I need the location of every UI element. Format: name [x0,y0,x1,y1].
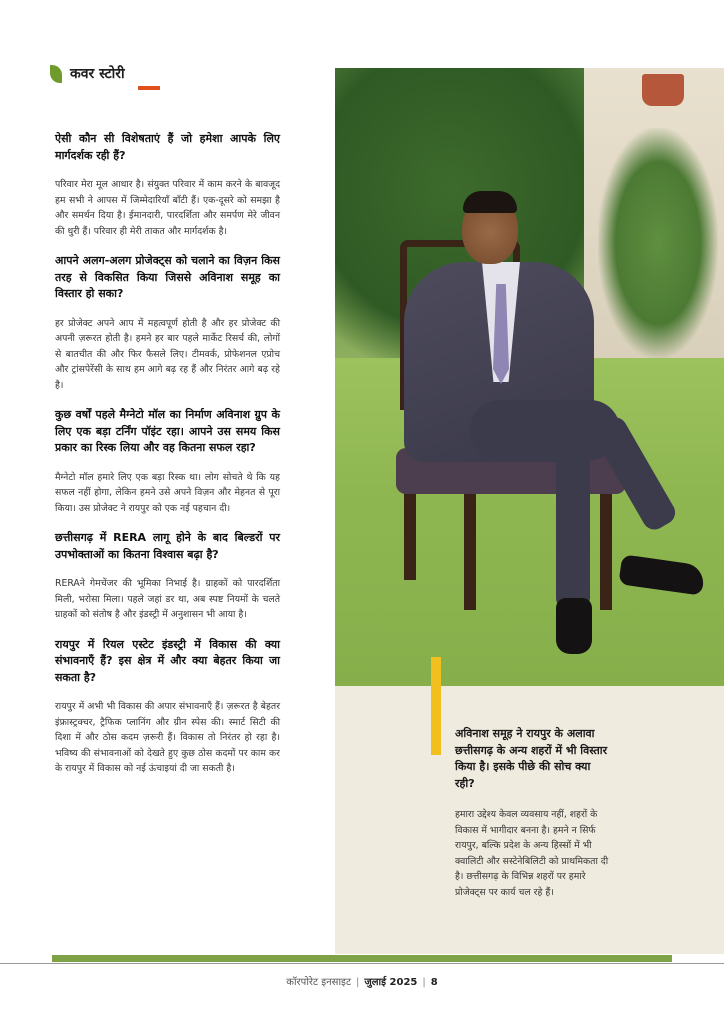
issue-date: जुलाई 2025 [364,977,418,988]
footer-rule-green [52,955,672,962]
footer-rule [0,963,724,964]
answer: हर प्रोजेक्ट अपने आप में महत्वपूर्ण होती है और हर प्रोजेक्ट की अपनी ज़रूरत होती है। हमने हर बार पहले मार्केट रिसर्च की, लोगों से बातचीत की और फिर फैसले लिए। टीमवर्क, प्रोफेशनल एप्रोच और ट्रांसपेरेंसी के साथ हम आगे बढ़ रह हैं और निरंतर आगे बढ़ रहे है। [55,317,280,391]
footer [0,974,724,988]
background-tree [598,128,718,358]
caption-question: अविनाश समूह ने रायपुर के अलावा छत्तीसगढ़ के अन्य शहरों में भी विस्तार किया है। इसके पीछे की सोच क्या रही? [455,727,608,790]
footer-separator: | [422,977,426,988]
question: ऐसी कौन सी विशेषताएं हैं जो हमेशा आपके लिए मार्गदर्शक रही हैं? [55,132,280,162]
qa-block [55,407,280,516]
qa-block [55,131,280,239]
answer: परिवार मेरा मूल आधार है। संयुक्त परिवार में काम करने के बावजूद हम सभी ने आपस में जिम्मेदारियाँ बाँटी हैं। एक-दूसरे को समझा है और समर्थन दिया है। ईमानदारी, पारदर्शिता और समर्पण मेरे जीवन की धुरी हैं। परिवार ही मेरी ताकत और मार्गदर्शक है। [55,179,280,237]
answer: मैग्नेटो मॉल हमारे लिए एक बड़ा रिस्क था। लोग सोचते थे कि यह सफल नहीं होगा, लेकिन हमने उसे अपने विज़न और मेहनत से पूरा किया। उस प्रोजेक्ट ने रायपुर को एक नई पहचान दी। [55,471,280,514]
person-hair [463,191,517,213]
section-tag [50,64,125,83]
page-number: 8 [430,977,438,988]
section-underline [138,86,160,90]
qa-block [55,530,280,623]
question: छत्तीसगढ़ में RERA लागू होने के बाद बिल्डरों पर उपभोक्ताओं का कितना विश्वास बढ़ा है? [55,531,280,561]
publication-name: कॉरपोरेट इनसाइट [286,977,351,988]
caption-accent-bar [431,657,441,755]
caption-answer: हमारा उद्देश्य केवल व्यवसाय नहीं, शहरों के विकास में भागीदार बनना है। हमने न सिर्फ रायपुर, बल्कि प्रदेश के अन्य हिस्सों में भी क्वालिटी और सस्टेनेबिलिटी को प्राथमिकता दी है। छत्तीसगढ़ के विभिन्न शहरों पर हमारे प्रोजेक्ट्स पर कार्य चल रहे हैं। [455,809,609,898]
footer-separator: | [355,977,360,988]
qa-block [55,253,280,393]
answer: RERAने गेमचेंजर की भूमिका निभाई है। ग्राहकों को पारदर्शिता मिली, भरोसा मिला। पहले जहां डर था, अब स्पष्ट नियमों के चलते ग्राहकों को संतोष है और इंडस्ट्री में अनुशासन भी आया है। [55,578,280,620]
shoe [556,598,592,654]
question: कुछ वर्षों पहले मैग्नेटो मॉल का निर्माण अविनाश ग्रुप के लिए एक बड़ा टर्निंग पॉइंट रहा। आपने उस समय किस प्रकार का रिस्क लिया और वह कितना सफल रहा? [55,408,280,454]
leaf-icon [50,65,62,83]
chair-leg [464,490,476,610]
flower-pot [642,74,684,106]
question: आपने अलग-अलग प्रोजेक्ट्स को चलाने का विज़न किस तरह से विकसित किया जिससे अविनाश समूह का विस्तार हो सका? [55,254,280,300]
left-column [55,131,280,791]
person-shin [556,430,590,610]
answer: रायपुर में अभी भी विकास की अपार संभावनाएँ हैं। ज़रूरत है बेहतर इंफ्रास्ट्रक्चर, ट्रैफिक प्लानिंग और ग्रीन स्पेस की। स्मार्ट सिटी की दिशा में और ठोस कदम ज़रूरी हैं। विकास तो निरंतर हो रहा है। भविष्य की संभावनाओं को देखते हुए कुछ ठोस कदमों पर काम कर के रायपुर में विकास को नई ऊंचाइयां दी जा सकती है। [55,701,280,774]
question: रायपुर में रियल एस्टेट इंडस्ट्री में विकास की क्या संभावनाएँ हैं? इस क्षेत्र में और क्या बेहतर किया जा सकता है? [55,637,280,684]
qa-block [55,637,280,777]
section-label: कवर स्टोरी [70,66,125,82]
